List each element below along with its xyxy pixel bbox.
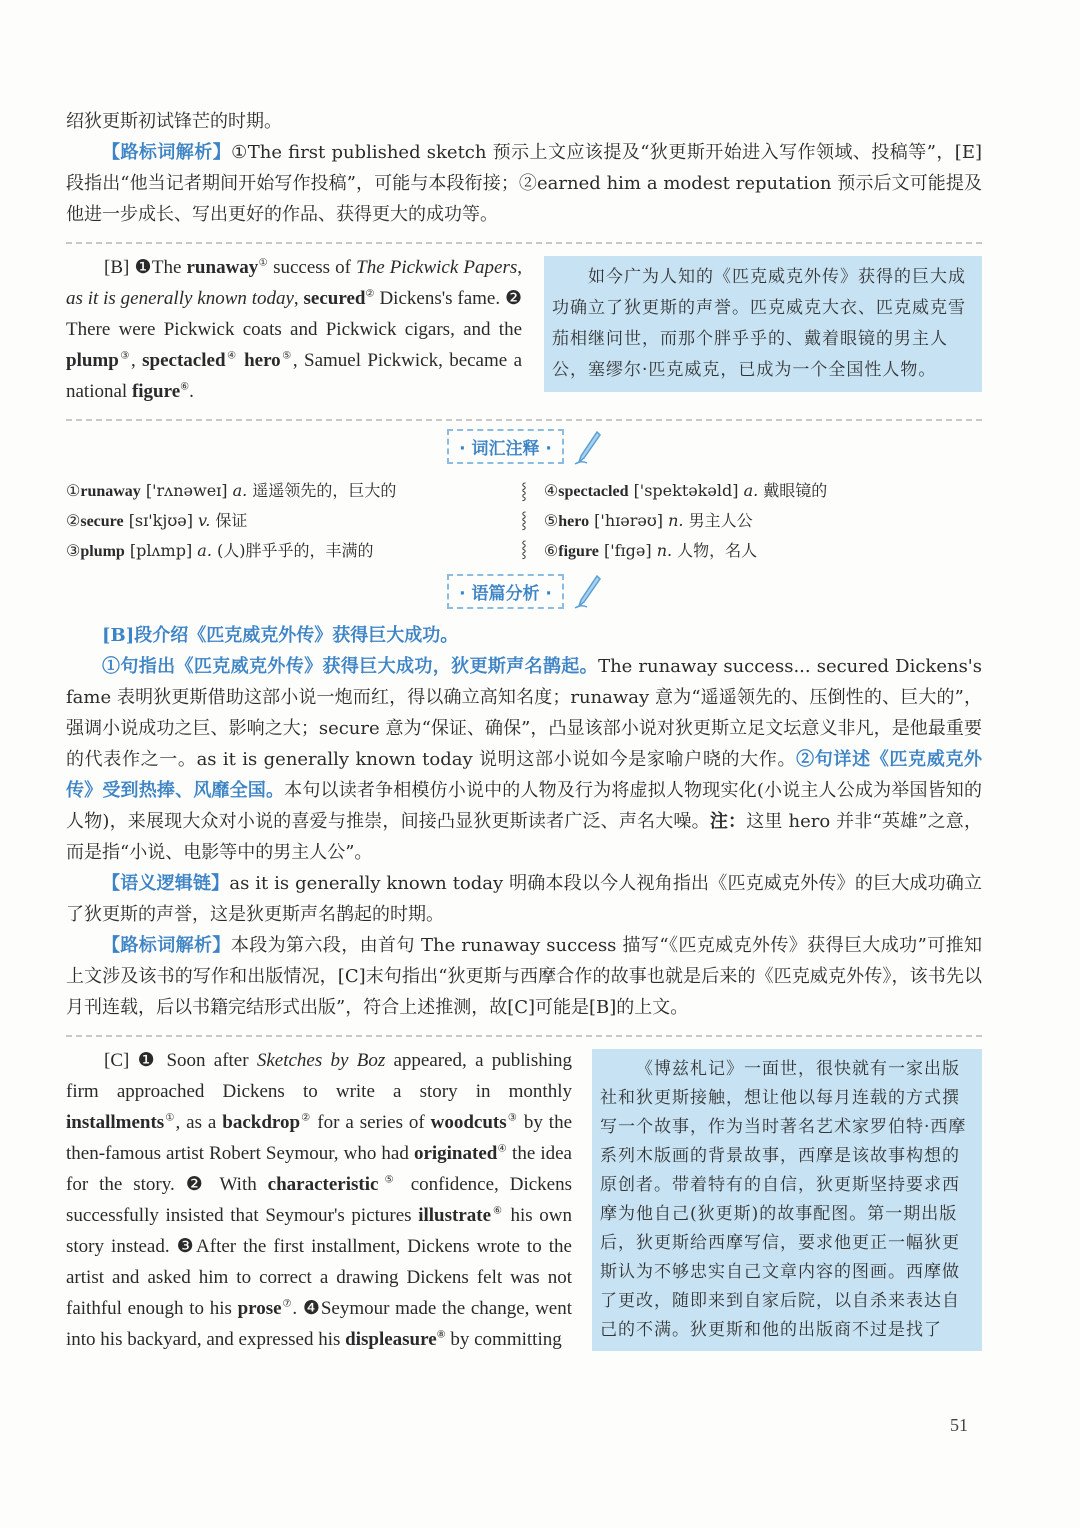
vocab-pos: a. — [232, 480, 248, 500]
vocab-num: ④ — [543, 480, 559, 500]
logic-text: as it is generally known today 明确本段以今人视角指出《匹克威克外传》的巨大成功确立了狄更斯的声誉，这是狄更斯声名鹊起的时期。 — [66, 873, 982, 925]
passage-c — [66, 1045, 982, 1355]
continued-line: 绍狄更斯初试锋芒的时期。 — [66, 111, 282, 132]
footnote-mark: ⑦ — [281, 1298, 293, 1310]
vocab-word: woodcuts — [430, 1112, 507, 1133]
vocab-word: plump — [80, 542, 125, 560]
vocab-section-header — [66, 429, 982, 470]
vocab-meaning: 戴眼镜的 — [763, 480, 828, 500]
text: . — [292, 1298, 303, 1319]
text: , — [517, 257, 522, 278]
vocab-meaning: 遥遥领先的，巨大的 — [252, 480, 397, 500]
vocab-ipa: [plʌmp] — [129, 540, 193, 560]
logic-chain — [66, 868, 982, 930]
text: Seymour made the change, went into his backyard, and expressed his — [66, 1298, 573, 1350]
text: The — [151, 257, 182, 278]
vocab-pos: n. — [656, 540, 673, 560]
vocab-num: ③ — [66, 540, 81, 560]
divider — [66, 419, 982, 421]
vocab-ipa: ['fɪgə] — [603, 540, 652, 560]
vocab-meaning: 人物，名人 — [677, 540, 758, 560]
vocab-word: backdrop — [222, 1112, 301, 1133]
vocab-word: prose — [237, 1298, 282, 1319]
vocab-word: runaway — [186, 257, 259, 278]
vocab-num: ② — [66, 510, 81, 530]
footnote-mark: ① — [258, 257, 268, 269]
text: , as a — [175, 1112, 223, 1133]
vocab-ipa: ['spektəkəld] — [633, 480, 739, 500]
passage-c-translation: 《博兹札记》一面世，很快就有一家出版社和狄更斯接触，想让他以每月连载的方式撰写一个故事，作为当时著名艺术家罗伯特·西摩系列木版画的背景故事，西摩是该故事构想的原创者。带着特有的自信，狄更斯坚持要求西摩为他自己(狄更斯)的故事配图。第一期出版后，狄更斯给西摩写信，要求他更正一幅狄更斯认为不够忠实自己文章内容的图画。西摩做了更改，随即来到自家后院，以自杀来表达自己的不满。狄更斯和他的出版商不过是找了 — [592, 1049, 982, 1351]
text: for a series of — [311, 1112, 431, 1133]
text: There were Pickwick coats and Pickwick cigars, and the — [66, 319, 522, 340]
vocab-separator: ⸾ ⸾ ⸾ — [521, 480, 527, 558]
text: With — [208, 1174, 268, 1195]
text: , — [131, 350, 143, 371]
vocab-pos: a. — [743, 480, 759, 500]
sentence-number: ❷ — [504, 288, 522, 309]
vocab-word: figure — [131, 381, 181, 402]
vocab-pos: n. — [668, 510, 684, 530]
vocab-meaning: (人)胖乎乎的，丰满的 — [217, 540, 374, 560]
pen-icon — [573, 574, 601, 614]
text: success of — [267, 257, 357, 278]
analysis-heading: ②句详述《匹克威克外传》受到热捧、风靡全国。 — [66, 749, 982, 801]
vocab-meaning: 男主人公 — [688, 510, 753, 530]
vocab-item — [544, 536, 982, 566]
text: , Samuel Pickwick, became a national — [66, 350, 523, 402]
footnote-mark: ⑤ — [378, 1174, 400, 1186]
vocab-col-left — [66, 476, 504, 566]
footnote-mark: ⑥ — [491, 1205, 504, 1217]
vocab-num: ⑤ — [543, 510, 559, 530]
note-label: 注： — [709, 811, 747, 832]
vocab-item — [66, 536, 504, 566]
footnote-mark: ④ — [497, 1143, 507, 1155]
text: by the then-famous artist Robert Seymour, who had — [66, 1112, 573, 1164]
text: confidence, Dickens successfully insisted that Seymour's pictures — [66, 1174, 572, 1226]
analysis-title: · 语篇分析 · — [447, 574, 564, 609]
page-number: 51 — [950, 1415, 968, 1435]
analysis-text: The runaway success... secured Dickens's fame 表明狄更斯借助这部小说一炮而红，得以确立高知名度；runaway 意为“遥遥领先的、压倒性的、巨大的”，强调小说成功之巨、影响之大；secure 意为“保证、确保”，凸显该部小说对狄更斯立足文坛意义非凡，是他最重要的代表作之一。as it is generally known today 说明这部小说如今是家喻户晓的大作。 — [66, 656, 982, 770]
vocab-col-right — [544, 476, 982, 566]
paragraph-letter: [B] — [104, 257, 130, 278]
vocab-word: spectacled — [142, 350, 226, 371]
book-title: The Pickwick Papers — [356, 257, 518, 278]
vocab-ipa: [sɪ'kjʊə] — [128, 510, 193, 530]
text: as it is generally known today — [66, 288, 294, 309]
vocab-word: hero — [244, 350, 281, 371]
vocab-word: originated — [413, 1143, 498, 1164]
vocab-word: plump — [66, 350, 119, 371]
vocab-item — [544, 476, 982, 506]
note-text: 这里 hero 并非“英雄”之意，而是指“小说、电影等中的男主人公”。 — [66, 811, 982, 863]
signpost-text: 本段为第六段，由首句 The runaway success 描写“《匹克威克外传》获得巨大成功”可推知上文涉及该书的写作和出版情况，[C]末句指出“狄更斯与西摩合作的故事也就是后来的《匹克威克外传》，该书先以月刊连载，后以书籍完结形式出版”，符合上述推测，故[C]可能是[B]的上文。 — [66, 935, 982, 1018]
vocab-num: ⑥ — [543, 540, 559, 560]
footnote-mark: ④ — [225, 350, 238, 362]
text: appeared, a publishing firm approached Dickens to write a story in monthly — [66, 1050, 572, 1102]
pen-icon — [573, 430, 601, 470]
passage-c-english — [66, 1045, 572, 1355]
footnote-mark: ③ — [506, 1112, 518, 1124]
vocab-word: installments — [66, 1112, 165, 1133]
passage-b-english — [66, 252, 522, 407]
signpost-analysis — [66, 930, 982, 1023]
sentence-number: ❶ — [134, 257, 152, 278]
footnote-mark: ① — [164, 1112, 176, 1124]
sentence-number: ❸ — [176, 1236, 197, 1257]
vocab-num: ① — [66, 480, 81, 500]
vocab-ipa: ['rʌnəweɪ] — [145, 480, 228, 500]
footnote-mark: ② — [365, 288, 375, 300]
footnote-mark: ② — [300, 1112, 312, 1124]
signpost-tag: 【路标词解析】 — [102, 935, 231, 956]
text: Dickens's fame. — [374, 288, 505, 309]
vocab-word: figure — [558, 542, 599, 560]
vocab-item — [544, 506, 982, 536]
logic-tag: 【语义逻辑链】 — [102, 873, 230, 894]
signpost-text: ①The first published sketch 预示上文应该提及“狄更斯开始进入写作领域、投稿等”，[E]段指出“他当记者期间开始写作投稿”，可能与本段衔接；②earned him a modest reputation 预示后文可能提及他进一步成长、写出更好的作品、获得更大的成功等。 — [66, 142, 982, 225]
vocab-item — [66, 506, 504, 536]
vocab-word: runaway — [80, 482, 141, 500]
analysis-text: 本句以读者争相模仿小说中的人物及行为将虚拟人物现实化(小说主人公成为举国皆知的人物)，来展现大众对小说的喜爱与推崇，间接凸显狄更斯读者广泛、声名大噪。 — [66, 780, 982, 832]
text: his own story instead. — [66, 1205, 572, 1257]
signpost-analysis-top — [66, 137, 982, 230]
vocab-title: · 词汇注释 · — [447, 429, 564, 464]
vocab-word: hero — [558, 512, 590, 530]
passage-b — [66, 252, 982, 407]
footnote-mark: ⑤ — [280, 350, 293, 362]
divider — [66, 1035, 982, 1037]
vocab-word: illustrate — [418, 1205, 492, 1226]
vocab-word: spectacled — [558, 482, 629, 500]
vocab-word: secure — [80, 512, 124, 530]
vocab-pos: a. — [197, 540, 212, 560]
vocab-pos: v. — [198, 510, 211, 530]
footnote-mark: ⑧ — [436, 1329, 446, 1341]
text: the idea for the story. — [66, 1143, 572, 1195]
vocab-word: characteristic — [267, 1174, 379, 1195]
text: After the first installment, Dickens wrote to the artist and asked him to correct a drawing Dickens felt was not faithful enough to his — [66, 1236, 572, 1319]
analysis-summary: [B]段介绍《匹克威克外传》获得巨大成功。 — [102, 625, 459, 646]
vocab-ipa: ['hɪərəʊ] — [594, 510, 663, 530]
signpost-tag: 【路标词解析】 — [102, 142, 232, 163]
sentence-number: ❹ — [302, 1298, 321, 1319]
vocab-meaning: 保证 — [215, 510, 248, 530]
text: . — [189, 381, 194, 402]
footnote-mark: ③ — [118, 350, 132, 362]
passage-b-translation: 如今广为人知的《匹克威克外传》获得的巨大成功确立了狄更斯的声誉。匹克威克大衣、匹克威克雪茄相继问世，而那个胖乎乎的、戴着眼镜的男主人公，塞缪尔·匹克威克，已成为一个全国性人物。 — [544, 256, 982, 392]
page-content — [66, 106, 982, 1355]
sentence-number: ❷ — [185, 1174, 209, 1195]
analysis-section-header — [66, 574, 982, 615]
sentence-number: ❶ — [137, 1050, 159, 1071]
vocab-item — [66, 476, 504, 506]
footnote-mark: ⑥ — [180, 381, 190, 393]
vocab-list — [66, 476, 982, 566]
book-title: Sketches by Boz — [256, 1050, 386, 1071]
analysis-paragraph — [66, 651, 982, 868]
text: , — [293, 288, 304, 309]
vocab-word: secured — [303, 288, 366, 309]
vocab-word: displeasure — [345, 1329, 437, 1350]
divider — [66, 242, 982, 244]
analysis-heading: ①句指出《匹克威克外传》获得巨大成功，狄更斯声名鹊起。 — [102, 656, 599, 677]
paragraph-letter: [C] — [104, 1050, 130, 1071]
text: by committing — [445, 1329, 562, 1350]
text: Soon after — [158, 1050, 257, 1071]
